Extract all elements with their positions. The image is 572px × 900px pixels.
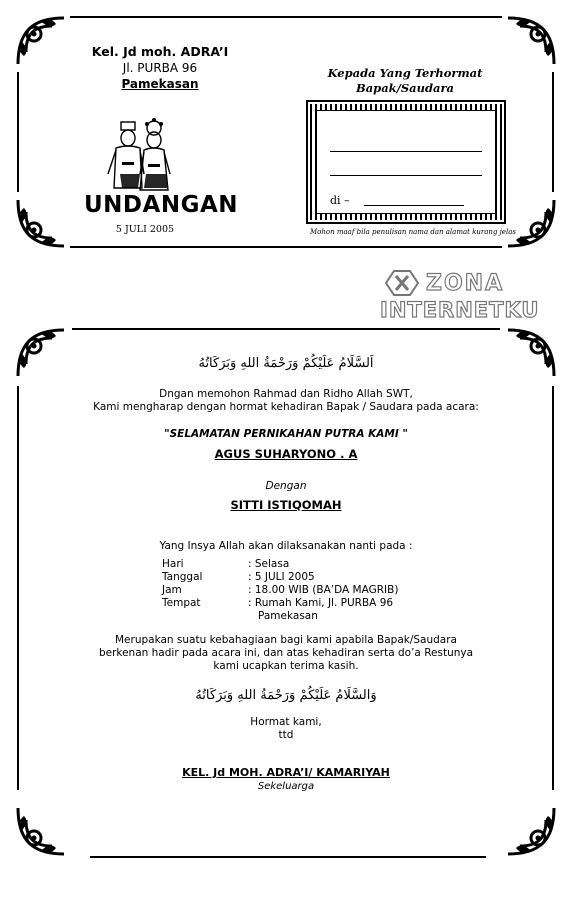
ornament-corner-icon <box>502 12 560 70</box>
detail-label: Jam <box>162 584 182 596</box>
envelope-title: UNDANGAN <box>84 192 238 218</box>
bride-block <box>60 499 512 513</box>
address-note: Mohon maaf bila penulisan nama dan alamat kurang jelas <box>310 228 516 236</box>
signatory-name: KEL. Jd MOH. ADRA’I/ KAMARIYAH <box>182 766 390 779</box>
groom-name: AGUS SUHARYONO . A <box>214 447 358 461</box>
bride-groom-illustration-icon <box>102 118 180 192</box>
ornament-corner-icon <box>12 194 70 252</box>
sender-street: Jl. PURBA 96 <box>122 61 198 75</box>
envelope-date: 5 JULI 2005 <box>115 224 175 235</box>
bride-name: SITTI ISTIQOMAH <box>230 498 342 512</box>
detail-row <box>162 571 422 584</box>
detail-label: Hari <box>162 558 184 570</box>
opening-line-2: Kami mengharap dengan hormat kehadiran Bapak / Saudara pada acara: <box>93 401 479 413</box>
address-line <box>364 205 464 206</box>
closing-text <box>60 634 512 673</box>
zona-logo-icon <box>384 269 420 297</box>
closing-line-1: Merupakan suatu kebahagiaan bagi kami apabila Bapak/Saudara <box>115 634 457 646</box>
ornament-corner-icon <box>12 802 70 860</box>
signatory-block <box>60 766 512 793</box>
detail-value: : Rumah Kami, Jl. PURBA 96 <box>248 597 394 609</box>
invitation-frame-top <box>72 328 500 330</box>
closing-line-3: kami ucapkan terima kasih. <box>213 660 359 672</box>
invitation-frame-left <box>17 386 19 790</box>
event-title: "SELAMATAN PERNIKAHAN PUTRA KAMI " <box>164 428 408 440</box>
sender-block <box>60 44 260 92</box>
regards: Hormat kami, <box>250 716 322 728</box>
watermark-line-1: ZONA <box>426 270 505 296</box>
address-line <box>330 175 482 176</box>
ornament-corner-icon <box>502 194 560 252</box>
ornament-corner-icon <box>502 802 560 860</box>
ornament-corner-icon <box>502 324 560 382</box>
detail-row <box>162 558 422 571</box>
detail-value: Pamekasan <box>248 610 318 622</box>
detail-value: : 5 JULI 2005 <box>248 571 315 583</box>
groom-block <box>60 448 512 462</box>
closing-line-2: berkenan hadir pada acara ini, dan atas kehadiran serta do’a Restunya <box>98 647 474 659</box>
detail-value: : 18.00 WIB (BA’DA MAGRIB) <box>248 584 399 596</box>
opening-text <box>60 388 512 414</box>
closing-arabic: وَالسَّلَامُ عَلَيْكُمْ وَرَحْمَةُ اللهِ وَبَرَكَاتُهُ <box>195 688 377 703</box>
envelope-frame-right <box>552 72 554 192</box>
watermark-line-2: INTERNETKU <box>380 298 540 322</box>
envelope-frame-bottom <box>70 246 502 248</box>
watermark-logo <box>384 268 504 298</box>
invitation-frame-right <box>552 386 554 790</box>
detail-label: Tempat <box>162 597 201 609</box>
addressee-line-2: Bapak/Saudara <box>356 81 454 95</box>
greeting-arabic: اَلسَّلَامُ عَلَيْكُمْ وَرَحْمَةُ اللهِ وَبَرَكَاتُهُ <box>198 356 374 371</box>
schedule-intro: Yang Insya Allah akan dilaksanakan nanti pada : <box>159 540 413 552</box>
detail-row <box>162 610 422 623</box>
sender-name: Kel. Jd moh. ADRA’I <box>91 44 229 59</box>
envelope-card <box>0 0 572 258</box>
detail-row <box>162 584 422 597</box>
detail-row <box>162 597 422 610</box>
detail-label: Tanggal <box>162 571 203 583</box>
with-label: Dengan <box>265 480 307 492</box>
invitation-frame-bottom <box>90 856 486 858</box>
addressee-line-1: Kepada Yang Terhormat <box>327 66 483 80</box>
ornament-corner-icon <box>12 324 70 382</box>
detail-value: : Selasa <box>248 558 290 570</box>
regards-block <box>60 716 512 742</box>
signatory-family: Sekeluarga <box>257 781 315 792</box>
address-line <box>330 151 482 152</box>
envelope-frame-left <box>17 72 19 192</box>
envelope-frame-top <box>70 16 502 18</box>
schedule-details <box>162 558 422 624</box>
opening-line-1: Dngan memohon Rahmad dan Ridho Allah SWT, <box>159 388 413 400</box>
sender-city: Pamekasan <box>121 77 199 91</box>
address-di-label: di – <box>330 194 350 207</box>
addressee-heading <box>320 66 490 96</box>
signed-mark: ttd <box>278 729 294 741</box>
